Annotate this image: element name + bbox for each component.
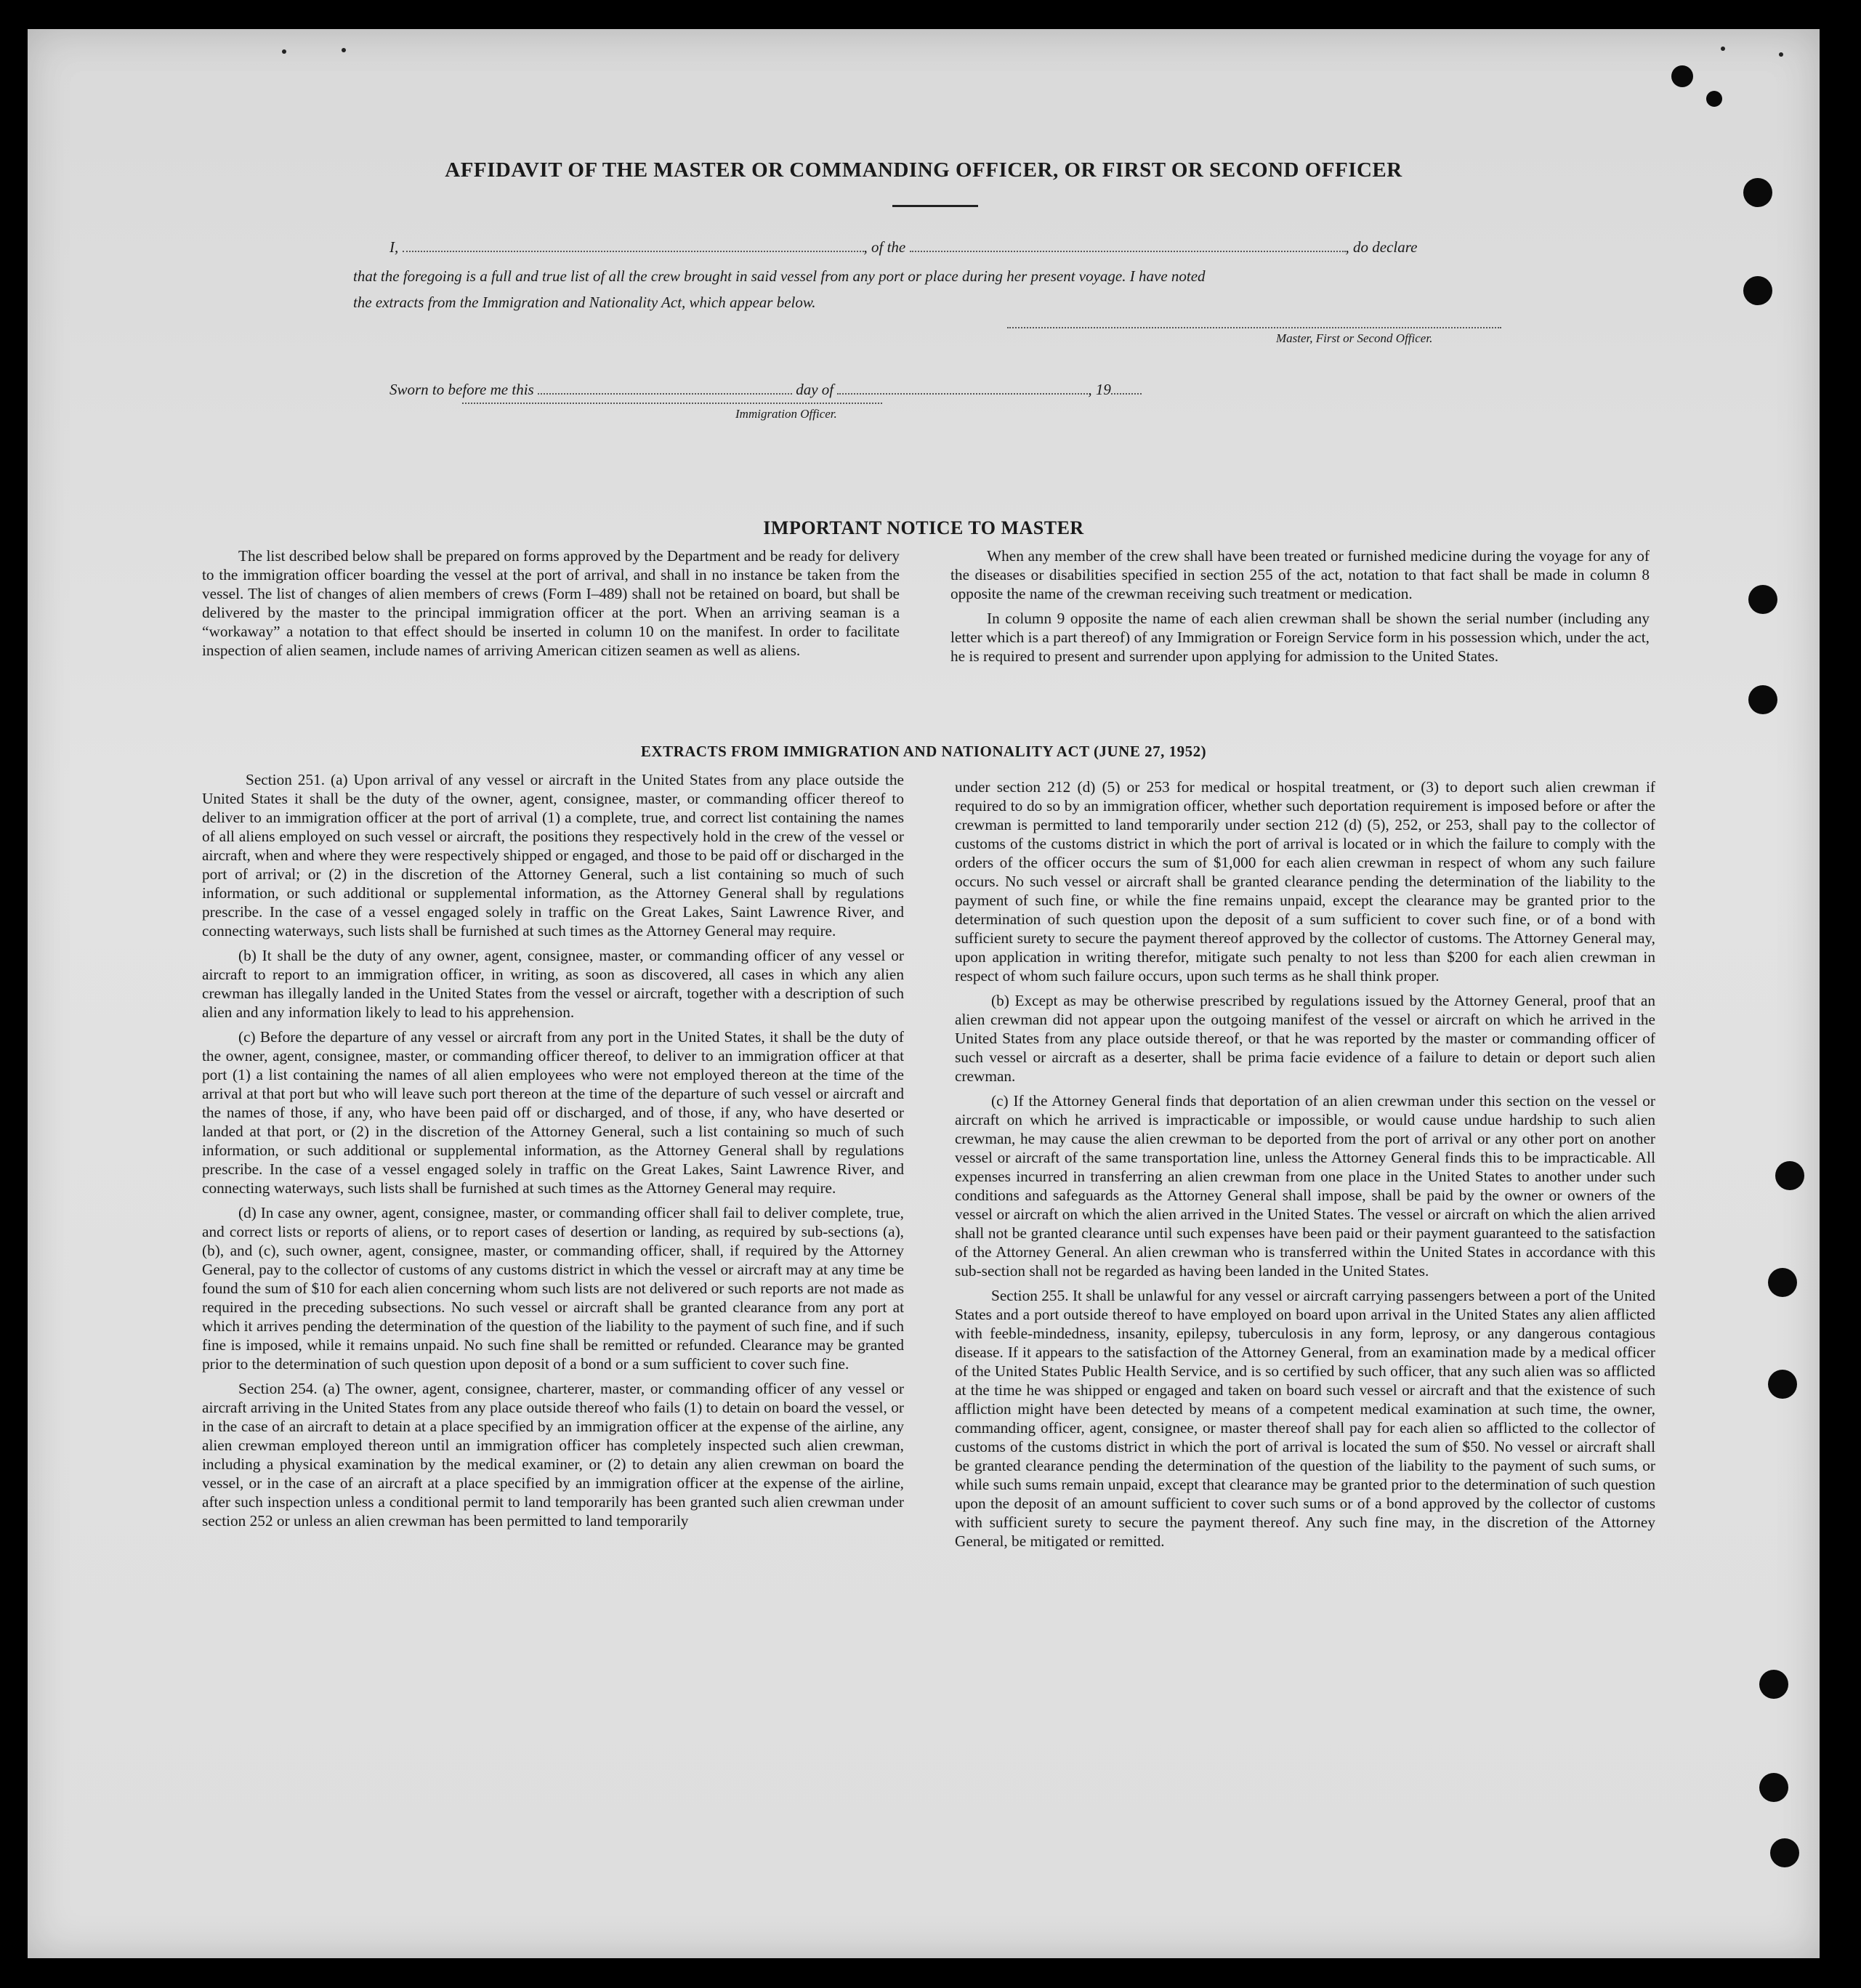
declaration-line-2: that the foregoing is a full and true list of all the crew brought in said vessel from any port or place during her present voyage. I have noted: [353, 267, 1206, 285]
notice-right-column: [950, 546, 1650, 671]
master-signature-label: Master, First or Second Officer.: [1276, 331, 1433, 345]
notice-paragraph: In column 9 opposite the name of each alien crewman shall be shown the serial number (including any letter which is a part thereof) of any Immigration or Foreign Service form in his possession which, under the act, he is required to present and surrender upon applying for admission to the United States.: [950, 610, 1650, 665]
sworn-year-field[interactable]: [1111, 390, 1142, 395]
vessel-name-field[interactable]: [910, 248, 1346, 252]
declaration-line-1: [389, 238, 1417, 256]
binder-hole: [1743, 276, 1772, 305]
master-signature-line[interactable]: [1007, 327, 1501, 328]
section-251-a: Section 251. (a) Upon arrival of any vessel or aircraft in the United States from any place outside the United States it shall be the duty of the owner, agent, consignee, master, or commanding officer thereof to deliver to an immigration officer at the port of arrival (1) a complete, true, and correct list containing the names of all aliens employed on such vessel or aircraft, the positions they respectively hold in the crew of the vessel or aircraft, when and where they were respectively shipped or engaged, and those to be paid off or discharged in the port of arrival; or (2) in the discretion of the Attorney General, such a list containing so much of such information, or such additional or supplemental information, as the Attorney General shall by regulations prescribe. In the case of a vessel engaged solely in traffic on the Great Lakes, Saint Lawrence River, and connecting waterways, such lists shall be furnished at such times as the Attorney General may require.: [202, 771, 904, 940]
declaration-line-3: the extracts from the Immigration and Nationality Act, which appear below.: [353, 294, 816, 311]
extracts-right-column: [955, 777, 1655, 1556]
officer-signature-label: Immigration Officer.: [735, 407, 837, 421]
section-254-b: (b) Except as may be otherwise prescribed by regulations issued by the Attorney General, proof that an alien crewman did not appear upon the outgoing manifest of the vessel or aircraft on which he arrived in the United States from any place outside thereof, or that he was reported by the master or commanding officer of such vessel or aircraft as a deserter, shall be prima facie evidence of a failure to detain or deport such alien crewman.: [955, 992, 1655, 1085]
extracts-title: EXTRACTS FROM IMMIGRATION AND NATIONALITY ACT (JUNE 27, 1952): [640, 743, 1207, 760]
title-divider: [892, 205, 978, 207]
binder-hole: [1759, 1773, 1788, 1802]
of-the-label: , of the: [863, 238, 906, 256]
section-251-b: (b) It shall be the duty of any owner, agent, consignee, master, or commanding officer of any vessel or aircraft to report to an immigration officer, in writing, as soon as discovered, all cases in which any alien crewman has illegally landed in the United States from the vessel or aircraft, together with a description of such alien and any information likely to lead to his apprehension.: [202, 947, 904, 1021]
declarant-prefix: I,: [389, 238, 399, 256]
notice-paragraph: The list described below shall be prepared on forms approved by the Department and be ready for delivery to the immigration officer boarding the vessel at the port of arrival, and shall in no instance be taken from the vessel. The list of changes of alien members of crews (Form I–489) shall not be retained on board, but shall be delivered by the master to the principal immigration officer at the port. When an arriving seaman is a “workaway” a notation to that effect should be inserted in column 10 on the manifest. In order to facilitate inspection of alien seamen, include names of arriving American citizen seamen as well as aliens.: [202, 547, 900, 659]
binder-hole: [1768, 1370, 1797, 1399]
speck: [1721, 47, 1725, 51]
ink-blot: [1706, 91, 1722, 107]
binder-hole: [1770, 1838, 1799, 1867]
sworn-line: [389, 381, 1142, 399]
binder-hole: [1748, 585, 1777, 614]
speck: [342, 48, 346, 52]
binder-hole: [1775, 1161, 1804, 1190]
section-254-c: (c) If the Attorney General finds that deportation of an alien crewman under this section on the vessel or aircraft on which he arrived is impracticable or impossible, or would cause undue hardship to such alien crewman, he may cause the alien crewman to be deported from the port of arrival or any other port on another vessel or aircraft of the same transportation line, unless the Attorney General finds this to be impracticable. All expenses incurred in transferring an alien crewman from one place in the United States to another under such conditions and safeguards as the Attorney General shall impose, shall be paid by the owner or owners of the vessel or aircraft on which the alien arrived in the United States. The vessel or aircraft on which the alien arrived shall not be granted clearance until such expenses have been paid or their payment guaranteed to the satisfaction of the Attorney General. An alien crewman who is transferred within the United States in accordance with this sub-section shall not be regarded as having been landed in the United States.: [955, 1092, 1655, 1280]
section-254-a-continued: under section 212 (d) (5) or 253 for medical or hospital treatment, or (3) to deport such alien crewman if required to do so by an immigration officer, whether such deportation requirement is imposed before or after the crewman is permitted to land temporarily under section 212 (d) (5), 252, or 253, shall pay to the collector of customs of the customs district in which the port of arrival is located or in which the failure to comply with the orders of the officer occurs the sum of $1,000 for each alien crewman in respect of whom any such failure occurs. No such vessel or aircraft shall be granted clearance pending the determination of the liability to the payment of such fine, or while the fine remains unpaid, except the clearance may be granted prior to the determination of such question upon the deposit of a sum sufficient to cover such fine, or of a bond with sufficient surety to secure the payment thereof approved by the collector of customs. The Attorney General may, upon application in writing therefor, mitigate such penalty to not less than $200 for each alien crewman in respect of whom such failure occurs, upon such terms as he shall think proper.: [955, 778, 1655, 985]
declarant-name-field[interactable]: [403, 248, 864, 252]
do-declare-label: , do declare: [1345, 238, 1418, 256]
affidavit-title: AFFIDAVIT OF THE MASTER OR COMMANDING OFFICER, OR FIRST OR SECOND OFFICER: [445, 158, 1402, 182]
binder-hole: [1768, 1268, 1797, 1297]
officer-signature-line[interactable]: [462, 403, 882, 404]
binder-hole: [1759, 1670, 1788, 1699]
binder-hole: [1743, 178, 1772, 207]
notice-title: IMPORTANT NOTICE TO MASTER: [763, 517, 1084, 538]
document-page: [28, 29, 1820, 1958]
section-251-c: (c) Before the departure of any vessel or aircraft from any port in the United States, it shall be the duty of the owner, agent, consignee, master, or commanding officer thereof, to deliver to an immigration officer at that port (1) a list containing the names of all alien employees who were not employed thereon at the time of the arrival at that port but who will leave such port thereon at the time of the departure of such vessel or aircraft and the names of those, if any, who have been paid off or discharged, and of those, if any, who have deserted or landed at that port, or (2) in the discretion of the Attorney General, such a list containing so much of such information, or such additional or supplemental information, as the Attorney General shall by regulations prescribe. In the case of a vessel engaged solely in traffic on the Great Lakes, Saint Lawrence River, and connecting waterways, such lists shall be furnished at such times as the Attorney General may require.: [202, 1028, 904, 1197]
notice-left-column: [202, 546, 900, 666]
sworn-day-field[interactable]: [538, 390, 792, 395]
section-251-d: (d) In case any owner, agent, consignee, master, or commanding officer shall fail to deliver complete, true, and correct lists or reports of aliens, or to report cases of desertion or landing, as required by sub-sections (a), (b), and (c), such owner, agent, consignee, master, or commanding officer, shall, if required by the Attorney General, pay to the collector of customs of any customs district in which the vessel or aircraft may at any time be found the sum of $10 for each alien concerning whom such lists are not delivered or such reports are not made as required in the preceding subsections. No such vessel or aircraft shall be granted clearance from any port at which it arrives pending the determination of the question of the liability to the payment of such fine, and if such fine is imposed, while it remains unpaid. No such fine shall be remitted or refunded. Clearance may be granted prior to the determination of such question upon deposit of a bond or a sum sufficient to cover such fine.: [202, 1204, 904, 1373]
binder-hole: [1748, 685, 1777, 714]
sworn-day-of-label: day of: [796, 381, 834, 398]
speck: [1779, 52, 1783, 57]
section-255: Section 255. It shall be unlawful for any vessel or aircraft carrying passengers between a port of the United States and a port outside thereof to have employed on board upon arrival in the United States any alien afflicted with feeble-mindedness, insanity, epilepsy, tuberculosis in any form, leprosy, or any dangerous contagious disease. If it appears to the satisfaction of the Attorney General, from an examination made by a medical officer of the United States Public Health Service, and is so certified by such officer, that any such alien was so afflicted at the time he was shipped or engaged and taken on board such vessel or aircraft and that the existence of such affliction might have been detected by means of a competent medical examination at such time, the owner, commanding officer, agent, consignee, or master thereof shall pay for each alien so afflicted to the collector of customs of the customs district in which the port of arrival is located the sum of $50. No vessel or aircraft shall be granted clearance pending the determination of the question of the liability to the payment of such sums, or while such sums remain unpaid, except that clearance may be granted prior to the determination of such question upon the deposit of an amount sufficient to cover such sums or of a bond approved by the collector of customs with sufficient surety to secure the payment thereof. Any such fine may, in the discretion of the Attorney General, be mitigated or remitted.: [955, 1287, 1655, 1550]
ink-blot: [1671, 65, 1693, 87]
sworn-month-field[interactable]: [837, 390, 1088, 395]
sworn-year-label: , 19: [1088, 381, 1111, 398]
speck: [282, 49, 286, 54]
sworn-prefix: Sworn to before me this: [389, 381, 534, 398]
extracts-left-column: [202, 770, 904, 1536]
section-254-a: Section 254. (a) The owner, agent, consignee, charterer, master, or commanding officer of any vessel or aircraft arriving in the United States from any place outside thereof who fails (1) to detain on board the vessel, or in the case of an aircraft to detain at a place specified by an immigration officer at the expense of the airline, any alien crewman employed thereon until an immigration officer has completely inspected such alien crewman, including a physical examination by the medical examiner, or (2) to detain any alien crewman on board the vessel, or in the case of an aircraft at a place specified by an immigration officer at the expense of the airline, after such inspection unless a conditional permit to land temporarily has been granted such alien crewman under section 252 or unless an alien crewman has been permitted to land temporarily: [202, 1380, 904, 1530]
notice-paragraph: When any member of the crew shall have been treated or furnished medicine during the voyage for any of the diseases or disabilities specified in section 255 of the act, notation to that fact shall be made in column 8 opposite the name of the crewman receiving such treatment or medication.: [950, 547, 1650, 602]
